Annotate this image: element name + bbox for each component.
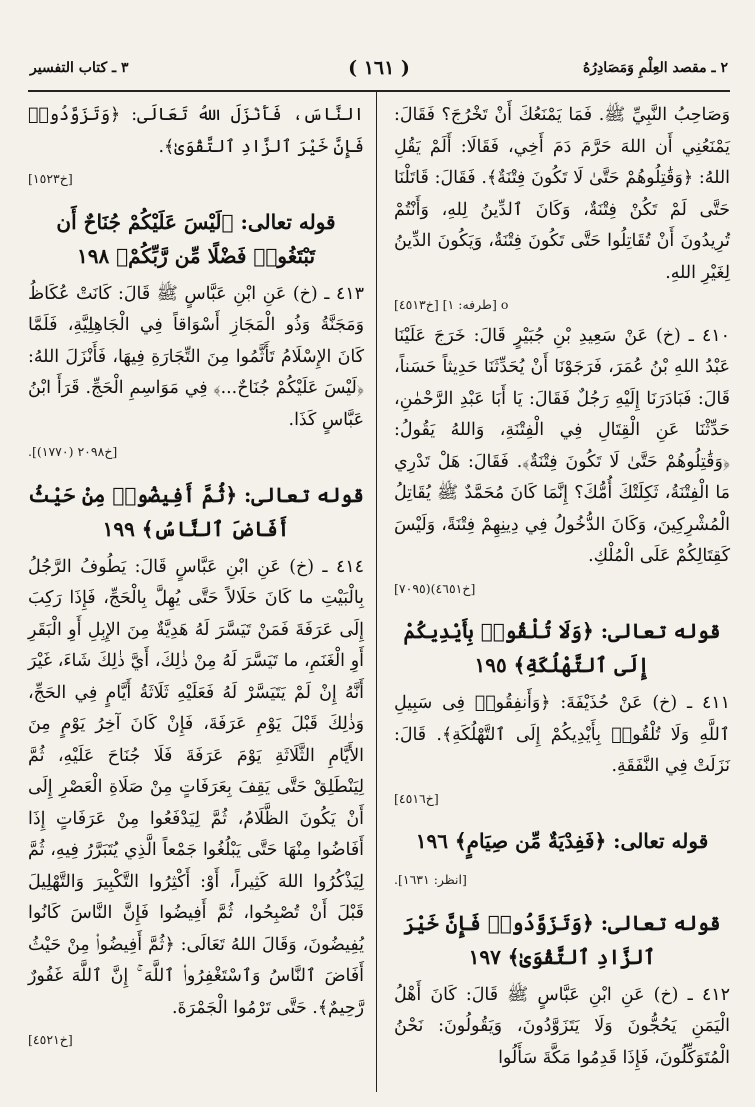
right-column	[394, 100, 730, 1074]
paragraph: النَّاسَ، فَأَنْزَلَ اللهُ تَعَالَى: ﴿وَتَزَوَّدُوا۟ فَإِنَّ خَيْرَ ٱلزَّادِ ٱلتَّقْوَىٰ﴾.	[28, 105, 364, 157]
book-page	[28, 52, 730, 1092]
header-rule	[28, 90, 730, 92]
section-heading-197: قوله تعالى: ﴿وَتَزَوَّدُوا۟ فَإِنَّ خَيْرَ ٱلزَّادِ ٱلتَّقْوَىٰ﴾ ١٩٧	[403, 910, 721, 969]
reference: [خ٤٥٢١]	[28, 1032, 73, 1047]
section-heading-198: قوله تعالى: ﴿لَيْسَ عَلَيْكُمْ جُنَاحٌ أَن تَبْتَغُوا۟ فَضْلًا مِّن رَّبِّكُمْ﴾ ١٩٨	[56, 209, 336, 268]
page-number: ( ١٦١ )	[348, 57, 410, 79]
reference: [خ٤٦٥١)(٧٠٩٥]	[394, 580, 476, 596]
page-header	[28, 52, 730, 88]
reference: [خ١٥٢٣]	[28, 171, 73, 186]
section-heading-196: قوله تعالى: ﴿فَفِدْيَةٌ مِّن صِيَامٍ﴾ ١٩٦	[415, 829, 709, 853]
paragraph: وَصَاحِبُ النَّبِيِّ ﷺ. فَمَا يَمْنَعُكَ أَنْ تَخْرُجَ؟ فَقَالَ: يَمْنَعُنِي أَن اللهَ حَرَّمَ دَمَ أَخِي، فَقَالَا: أَلَمْ يَقُلِ اللهُ: ﴿وَقَٰتِلُوهُمْ حَتَّىٰ لَا تَكُونَ فِتْنَةٌ﴾. فَقَالَ: قَاتَلْنَا حَتَّى لَمْ تَكُنْ فِتْنَةٌ، وَكَانَ ٱلدِّينُ لِلهِ، وَأَنْتُمْ تُرِيدُونَ أَنْ تُقَاتِلُوا حَتَّى تَكُونَ فِتْنَةٌ، وَيَكُونَ الدِّينُ لِغَيْرِ اللهِ.	[394, 105, 730, 283]
hadith-411: ٤١١ ـ (خ) عَنْ حُذَيْفَةَ: ﴿وَأَنفِقُوا۟ فِى سَبِيلِ ٱللَّهِ وَلَا تُلْقُوا۟ بِأَيْدِيكُمْ إِلَى ٱلتَّهْلُكَةِ﴾. قَالَ: نَزَلَتْ فِي النَّفَقَةِ.	[394, 693, 730, 776]
column-divider	[376, 92, 377, 1092]
hadith-410: ٤١٠ ـ (خ) عَنْ سَعِيدِ بْنِ جُبَيْرٍ قَالَ: خَرَجَ عَلَيْنَا عَبْدُ اللهِ بْنُ عُمَرَ، فَرَجَوْنَا أَنْ يُحَدِّثَنَا حَدِيثاً حَسَناً، قَالَ: فَبَادَرَنَا إِلَيْهِ رَجُلٌ فَقَالَ: يَا أَبَا عَبْدِ الرَّحْمٰنِ، حَدِّثْنَا عَنِ الْقِتَالِ فِي الْفِتْنَةِ، وَاللهُ يَقُولُ: ﴿وَقَٰتِلُوهُمْ حَتَّىٰ لَا تَكُونَ فِتْنَةٌ﴾. فَقَالَ: هَلْ تَدْرِي مَا الْفِتْنَةُ، ثَكِلَتْكَ أُمُّكَ؟ إِنَّمَا كَانَ مُحَمَّدٌ ﷺ يُقَاتِلُ الْمُشْرِكِينَ، وَكَانَ الدُّخُولُ فِي دِينِهِمْ فِتْنَةً، وَلَيْسَ كَقِتَالِكُمْ عَلَى الْمُلْكِ.	[394, 325, 730, 566]
reference: [خ٢٠٩٨ (١٧٧٠)].	[28, 444, 118, 459]
hadith-414: ٤١٤ ـ (خ) عَنِ ابْنِ عَبَّاسٍ قَالَ: يَطُوفُ الرَّجُلُ بِالْبَيْتِ ما كَانَ حَلَالاً حَتَّى يُهِلَّ بِالْحَجِّ، فَإِذَا رَكِبَ إِلَى عَرَفَةَ فَمَنْ تَيَسَّرَ لَهُ هَدِيَّةٌ مِنَ الإِبِلِ أَوِ الْبَقَرِ أَوِ الْغَنَمِ، ما تَيَسَّرَ لَهُ مِنْ ذٰلِكَ، أَيَّ ذٰلِكَ شَاءَ، غَيْرَ أَنَّهُ إِنْ لَمْ يَتَيَسَّرْ لَهُ فَعَلَيْهِ ثَلَاثَةُ أَيَّامٍ فِي الحَجِّ، وَذٰلِكَ قَبْلَ يَوْمِ عَرَفَةَ، فَإِنْ كَانَ آخِرُ يَوْمٍ مِنَ الأَيَّامِ الثَّلَاثَةِ يَوْمَ عَرَفَةَ فَلَا جُنَاحَ عَلَيْهِ، ثُمَّ لِيَنْطَلِقْ حَتَّى يَقِفَ بِعَرَفَاتٍ مِنْ صَلَاةِ الْعَصْرِ إِلَى أَنْ يَكُونَ الظَّلَامُ، ثُمَّ لِيَدْفَعُوا مِنْ عَرَفَاتٍ إِذَا أَفَاضُوا مِنْهَا حَتَّى يَبْلُغُوا جَمْعاً الَّذِي يُتَبَرَّرُ فِيهِ، ثُمَّ لِيَذْكُرُوا اللهَ كَثِيراً، أَوْ: أَكْثِرُوا التَّكْبِيرَ وَالتَّهْلِيلَ قَبْلَ أَنْ تُصْبِحُوا، ثُمَّ أَفِيضُوا فَإِنَّ النَّاسَ كَانُوا يُفِيضُونَ، وَقَالَ اللهُ تَعَالَى: ﴿ثُمَّ أَفِيضُوا۟ مِنْ حَيْثُ أَفَاضَ ٱلنَّاسُ وَٱسْتَغْفِرُوا۟ ٱللَّهَ ۚ إِنَّ ٱللَّهَ غَفُورٌ رَّحِيمٌ﴾. حَتَّى تَرْمُوا الْجَمْرَةَ.	[28, 556, 364, 1018]
section-heading-195: قوله تعالى: ﴿وَلَا تُلْقُوا۟ بِأَيْدِيكُمْ إِلَى ٱلتَّهْلُكَةِ﴾ ١٩٥	[403, 619, 721, 677]
chapter-title: ٢ ـ مقصد العِلْمِ وَمَصَادِرُهُ	[582, 60, 728, 76]
reference: o [طرفه: ١] [خ٤٥١٣]	[394, 297, 509, 312]
hadith-412: ٤١٢ ـ (خ) عَنِ ابْنِ عَبَّاسٍ ﷺ قَالَ: كَانَ أَهْلُ الْيَمَنِ يَحُجُّونَ وَلَا يَتَزَوَّدُونَ، وَيَقُولُونَ: نَحْنُ الْمُتَوَكِّلُونَ، فَإِذَا قَدِمُوا مَكَّةَ سَأَلُوا	[394, 984, 730, 1068]
reference: [انظر: ١٦٣١].	[394, 872, 467, 887]
book-title: ٣ ـ كتاب التفسير	[30, 60, 129, 76]
section-heading-199: قوله تعالى: ﴿ثُمَّ أَفِيضُوا۟ مِنْ حَيْثُ أَفَاضَ ٱلنَّاسُ﴾ ١٩٩	[28, 482, 364, 541]
left-column	[28, 100, 364, 1056]
reference: [خ٤٥١٦]	[394, 790, 439, 806]
hadith-413: ٤١٣ ـ (خ) عَنِ ابْنِ عَبَّاسٍ ﷺ قَالَ: كَانَتْ عُكَاظُ وَمَجَنَّةُ وَذُو الْمَجَازِ أَسْوَاقاً فِي الْجَاهِلِيَّةِ، فَلَمَّا كَانَ الإِسْلَامُ تَأَثَّمُوا مِنَ التِّجَارَةِ فِيهَا، فَأَنْزَلَ اللهُ: ﴿لَيْسَ عَلَيْكُمْ جُنَاحٌ...﴾ فِي مَوَاسِمِ الْحَجِّ. قَرَأَ ابْنُ عَبَّاسٍ كَذَا.	[28, 283, 364, 430]
